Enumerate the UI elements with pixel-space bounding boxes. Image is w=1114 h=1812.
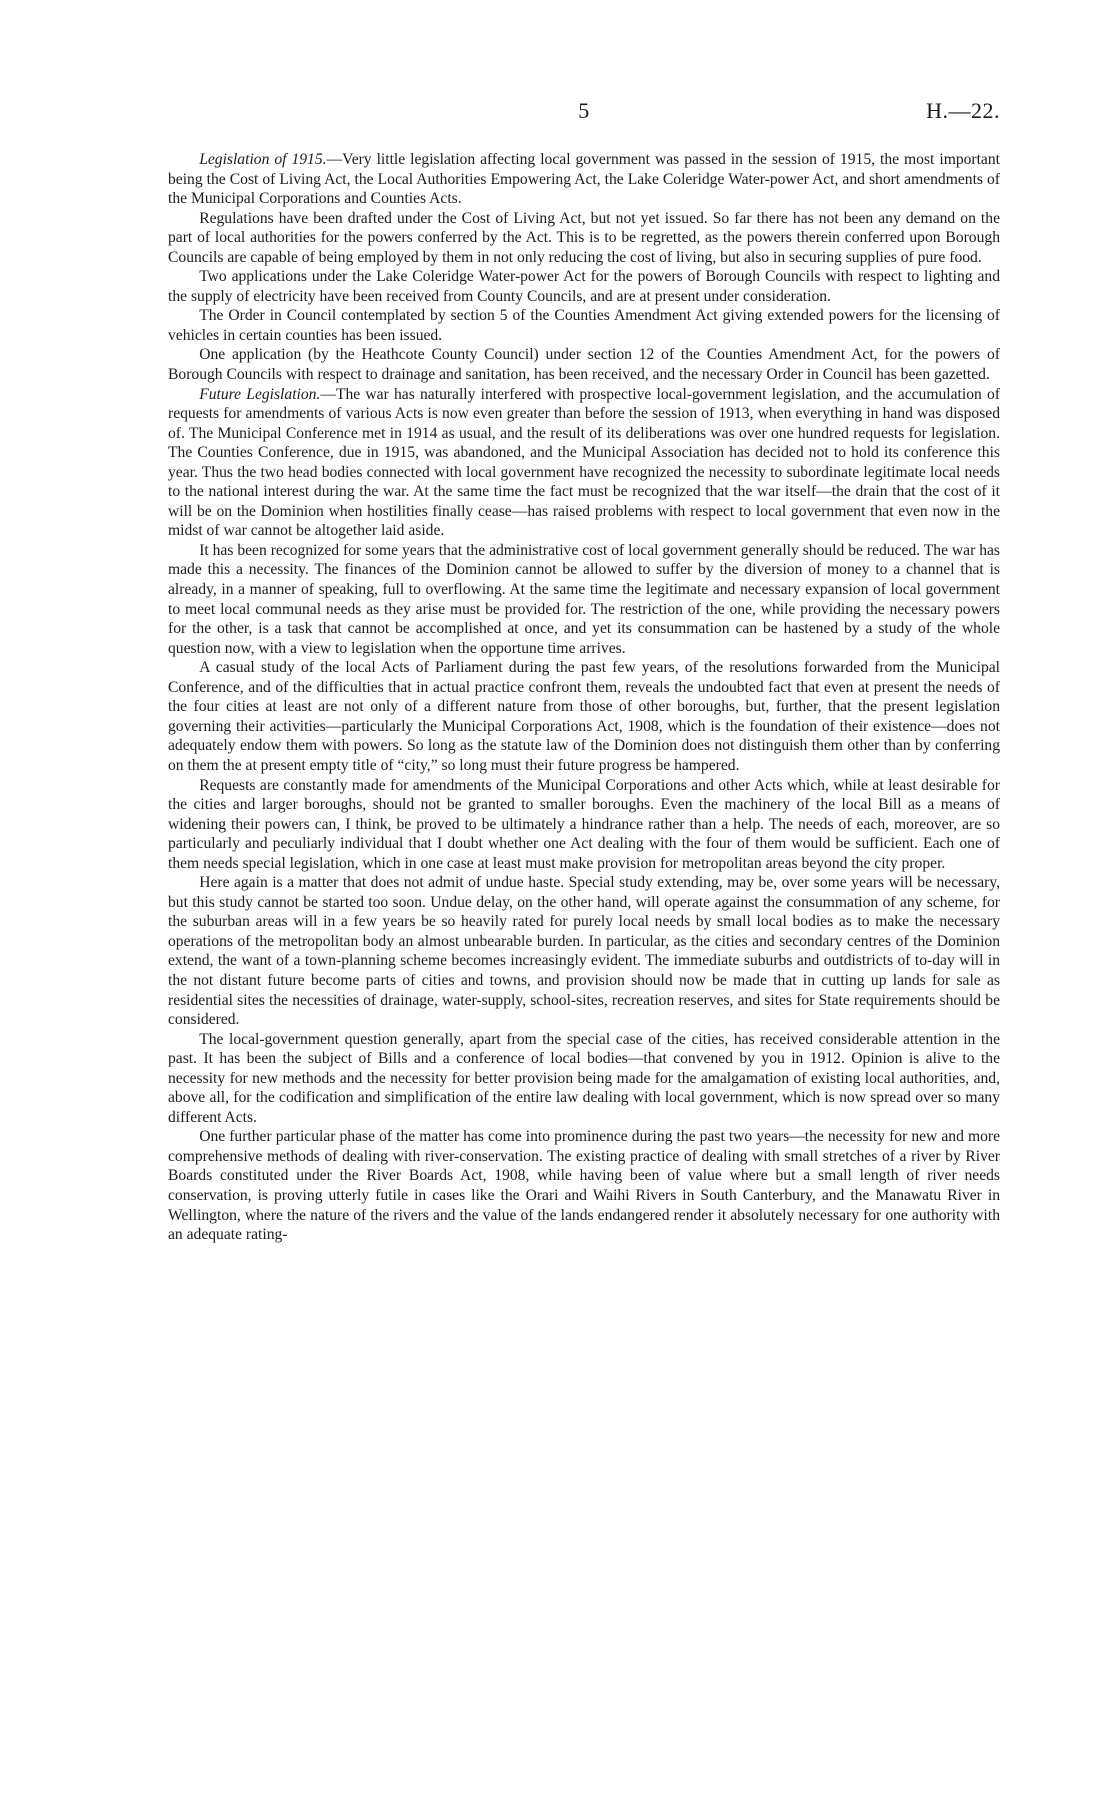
body-text xyxy=(168,150,1000,1245)
paragraph xyxy=(168,306,1000,345)
paragraph xyxy=(168,541,1000,658)
paragraph xyxy=(168,345,1000,384)
paragraph-text: —Very little legislation affecting local government was passed in the session of 1915, the most important being the Cost of Living Act, the Local Authorities Empowering Act, the Lake Coleridge Water-power Act, and short amendments of the Municipal Corporations and Counties Acts. xyxy=(168,151,1000,208)
paragraph xyxy=(168,1127,1000,1244)
paragraph-text: Here again is a matter that does not admit of undue haste. Special study extending, may be, over some years will be necessary, but this study cannot be started too soon. Undue delay, on the other hand, will operate against the consummation of any scheme, for the suburban areas will in a few years be so heavily rated for purely local needs by small local bodies as to make the necessary operations of the metropolitan body an almost unbearable burden. In particular, as the cities and secondary centres of the Dominion extend, the want of a town-planning scheme becomes increasingly evident. The immediate suburbs and outdistricts of to-day will in the not distant future become parts of cities and towns, and provision should now be made that in cutting up lands for sale as residential sites the necessities of drainage, water-supply, school-sites, recreation reserves, and sites for State requirements should be considered. xyxy=(168,874,1000,1029)
paragraph-text: Requests are constantly made for amendments of the Municipal Corporations and other Acts which, while at least desirable for the cities and larger boroughs, should not be granted to smaller boroughs. Even the machinery of the local Bill as a means of widening their powers can, I think, be proved to be ultimately a hindrance rather than a help. The needs of each, moreover, are so particularly and peculiarly individual that I doubt whether one Act dealing with the four of them would be sufficient. Each one of them needs special legislation, which in one case at least must make provision for metropolitan areas beyond the city proper. xyxy=(168,776,1000,872)
paragraph xyxy=(168,1030,1000,1128)
paragraph-text: The local-government question generally, apart from the special case of the cities, has received considerable attention in the past. It has been the subject of Bills and a conference of local bodies—that convened by you in 1912. Opinion is alive to the necessity for new methods and the necessity for better provision being made for the amalgamation of existing local authorities, and, above all, for the codification and simplification of the entire law dealing with local government, which is now spread over so many different Acts. xyxy=(168,1030,1000,1126)
page-number: 5 xyxy=(578,98,590,123)
paragraph-text: The Order in Council contemplated by section 5 of the Counties Amendment Act giving extended powers for the licensing of vehicles in certain counties has been issued. xyxy=(168,307,1000,344)
paragraph-text: One further particular phase of the matter has come into prominence during the past two years—the necessity for new and more comprehensive methods of dealing with river-conservation. The existing practice of dealing with small stretches of a river by River Boards constituted under the River Boards Act, 1908, while having been of value where but a small length of river needs conservation, is proving utterly futile in cases like the Orari and Waihi Rivers in South Canterbury, and the Manawatu River in Wellington, where the nature of the rivers and the value of the lands endangered render it absolutely necessary for one authority with an adequate rating- xyxy=(168,1128,1000,1244)
section-heading: Legislation of 1915. xyxy=(199,151,327,168)
section-heading: Future Legislation. xyxy=(199,385,321,403)
paragraph xyxy=(168,267,1000,306)
paragraph xyxy=(168,658,1000,775)
paragraph xyxy=(168,150,1000,209)
paragraph-text: —The war has naturally interfered with prospective local-government legislation, and the accumulation of requests for amendments of various Acts is now even greater than before the session of 1913, when everything in hand was disposed of. The Municipal Conference met in 1914 as usual, and the result of its deliberations was over one hundred requests for legislation. The Counties Conference, due in 1915, was abandoned, and the Municipal Association has decided not to hold its conference this year. Thus the two head bodies connected with local government have recognized the necessity to subordinate legitimate local needs to the national interest during the war. At the same time the fact must be recognized that the war itself—the drain that the cost of it will be on the Dominion when hostilities finally cease—has raised problems with respect to local government that even now in the midst of war cannot be altogether laid aside. xyxy=(168,385,1000,540)
paragraph xyxy=(168,776,1000,874)
paragraph-text: A casual study of the local Acts of Parliament during the past few years, of the resolutions forwarded from the Municipal Conference, and of the difficulties that in actual practice confront them, reveals the undoubted fact that even at present the needs of the four cities at least are not only of a different nature from those of other boroughs, but, further, that the present legislation governing their activities—particularly the Municipal Corporations Act, 1908, which is the foundation of their existence—does not adequately endow them with powers. So long as the statute law of the Dominion does not distinguish them other than by conferring on them the at present empty title of “city,” so long must their future progress be hampered. xyxy=(168,659,1000,774)
paragraph-text: One application (by the Heathcote County Council) under section 12 of the Counties Amendment Act, for the powers of Borough Councils with respect to drainage and sanitation, has been received, and the necessary Order in Council has been gazetted. xyxy=(168,346,1000,384)
paragraph-text: It has been recognized for some years that the administrative cost of local government generally should be reduced. The war has made this a necessity. The finances of the Dominion cannot be allowed to suffer by the diversion of money to a channel that is already, in a manner of speaking, full to overflowing. At the same time the legitimate and necessary expansion of local government to meet local communal needs as they arise must be provided for. The restriction of the one, while providing the necessary powers for the other, is a task that cannot be accomplished at once, and yet its consummation can be hastened by a study of the whole question now, with a view to legislation when the opportune time arrives. xyxy=(168,541,1000,657)
paragraph xyxy=(168,385,1000,541)
page-header xyxy=(168,98,1000,126)
paragraph-text: Regulations have been drafted under the Cost of Living Act, but not yet issued. So far there has not been any demand on the part of local authorities for the powers conferred by the Act. This is to be regretted, as the powers therein conferred upon Borough Councils are capable of being employed by them in not only reducing the cost of living, but also in securing supplies of pure food. xyxy=(168,209,1000,266)
paragraph xyxy=(168,873,1000,1029)
paragraph xyxy=(168,209,1000,268)
document-reference: H.—22. xyxy=(926,98,1000,123)
paragraph-text: Two applications under the Lake Coleridge Water-power Act for the powers of Borough Councils with respect to lighting and the supply of electricity have been received from County Councils, and are at present under consideration. xyxy=(168,268,1000,305)
